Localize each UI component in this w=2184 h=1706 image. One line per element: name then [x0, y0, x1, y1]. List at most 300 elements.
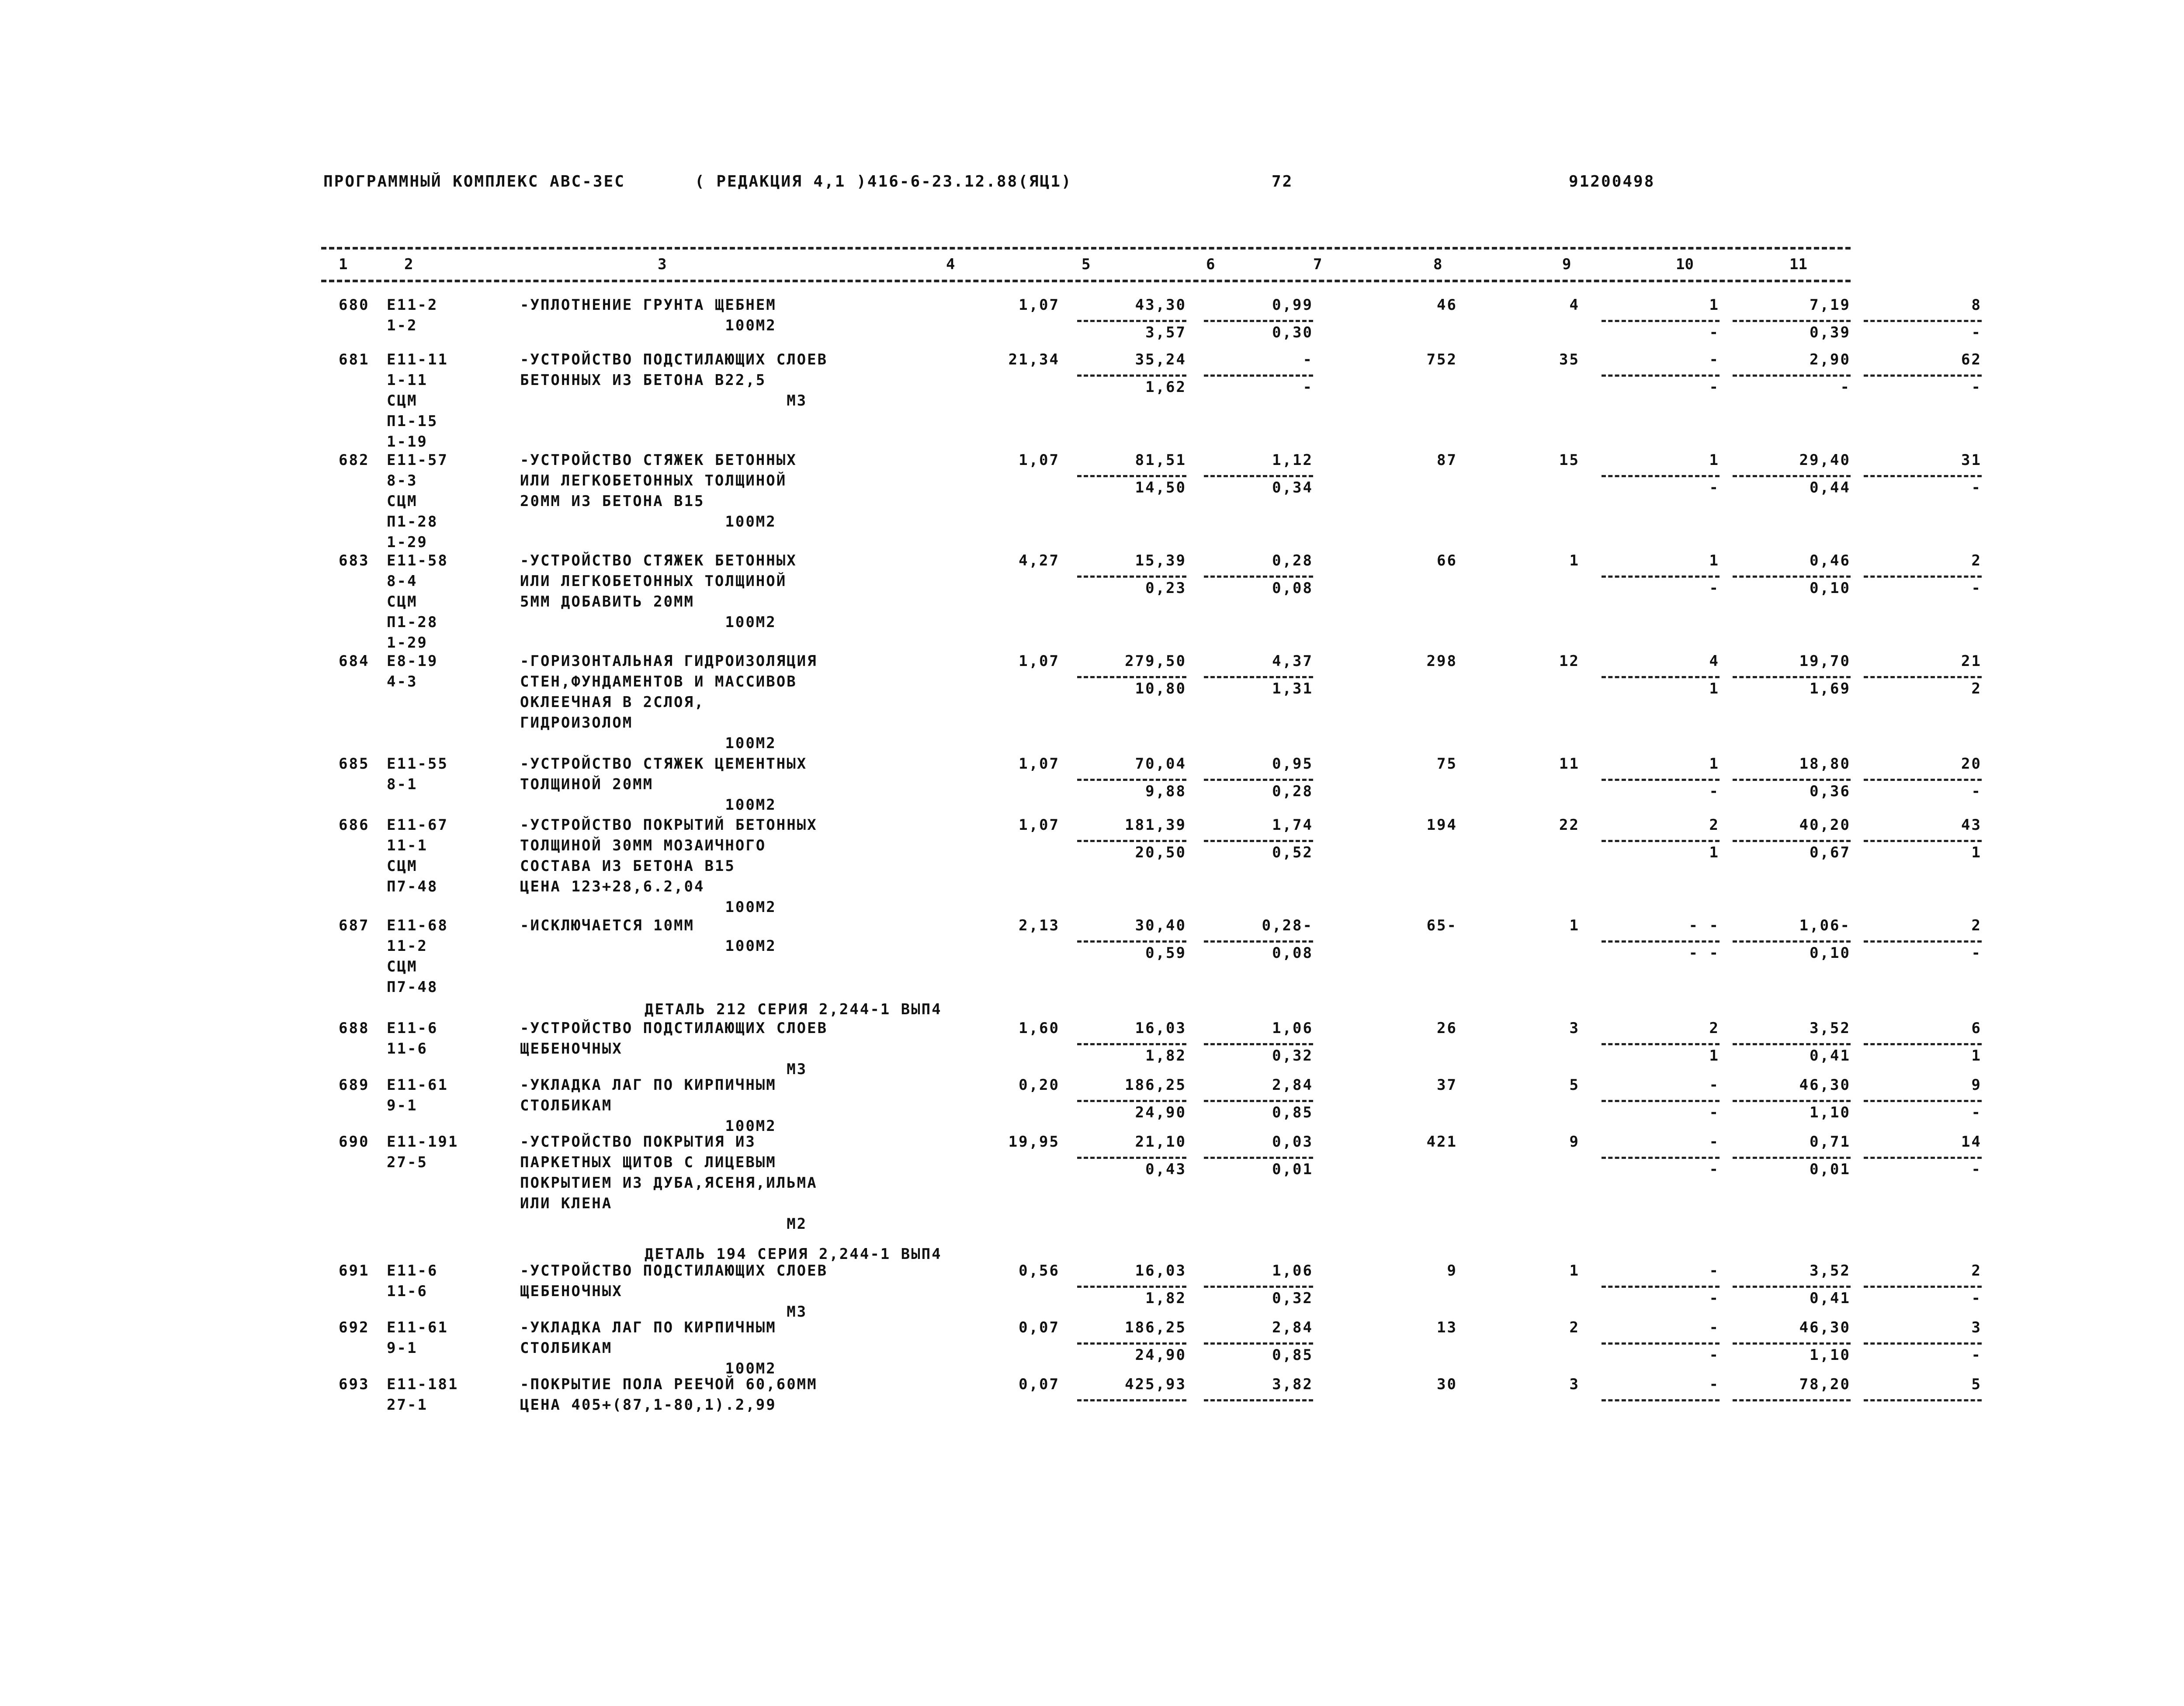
machine-cost-secondary: - -: [1688, 944, 1719, 962]
dashed-separator: [1864, 1043, 1982, 1045]
work-description: -УКЛАДКА ЛАГ ПО КИРПИЧНЫМ: [520, 1319, 777, 1336]
work-description: -УСТРОЙСТВО ПОКРЫТИЙ БЕТОННЫХ: [520, 816, 818, 834]
unit-cost: 30,40: [1135, 917, 1186, 934]
dashed-separator: [1602, 576, 1719, 578]
dashed-separator: [1204, 1043, 1313, 1045]
rate-code: Е11-2: [387, 296, 438, 314]
work-description: 100М2: [520, 513, 777, 531]
rate-code: СЦМ: [387, 958, 418, 975]
dashed-separator: [1733, 1043, 1851, 1045]
total-cost: 26: [1437, 1019, 1457, 1037]
rate-code: 11-2: [387, 937, 428, 955]
unit-cost-secondary: 24,90: [1135, 1104, 1186, 1122]
unit-wages: 0,95: [1272, 755, 1313, 773]
machine-cost: -: [1709, 1076, 1719, 1094]
dashed-separator: [1602, 779, 1719, 781]
total-hours: 2: [1971, 1262, 1982, 1280]
rate-code: Е11-6: [387, 1262, 438, 1280]
dashed-separator: [1204, 475, 1313, 477]
labor-cost: 12: [1559, 652, 1580, 670]
column-header: 9: [1562, 256, 1571, 273]
total-hours: 31: [1961, 451, 1982, 469]
program-title: ПРОГРАММНЫЙ КОМПЛЕКС АВС-3ЕС: [323, 173, 625, 191]
dashed-separator: [1733, 779, 1851, 781]
machine-cost: - -: [1688, 917, 1719, 934]
dashed-separator: [1204, 1157, 1313, 1159]
unit-wages: 0,28: [1272, 552, 1313, 569]
work-description: -ПОКРЫТИЕ ПОЛА РЕЕЧОЙ 60,60ММ: [520, 1376, 818, 1393]
work-description: 20ММ ИЗ БЕТОНА В15: [520, 492, 705, 510]
rate-code: 11-6: [387, 1040, 428, 1058]
work-description: ГИДРОИЗОЛОМ: [520, 714, 633, 732]
dashed-separator: [1864, 779, 1982, 781]
row-number: 687: [339, 917, 370, 934]
rate-code: СЦМ: [387, 593, 418, 610]
quantity: 1,07: [1019, 296, 1060, 314]
rate-code: Е11-67: [387, 816, 448, 834]
rate-code: П1-28: [387, 614, 438, 631]
machine-cost-secondary: -: [1709, 479, 1719, 497]
unit-wages: 2,84: [1272, 1076, 1313, 1094]
unit-wages-secondary: 0,08: [1272, 579, 1313, 597]
labor-hours-secondary: 0,36: [1810, 783, 1851, 801]
unit-wages-secondary: 0,85: [1272, 1346, 1313, 1364]
dashed-separator: [1204, 779, 1313, 781]
dashed-separator: [1733, 676, 1851, 678]
unit-cost-secondary: 1,82: [1145, 1047, 1186, 1065]
rate-code: 1-2: [387, 317, 418, 334]
total-hours-secondary: -: [1971, 579, 1982, 597]
work-description: М2: [520, 1215, 808, 1233]
labor-hours: 46,30: [1799, 1076, 1851, 1094]
quantity: 1,07: [1019, 755, 1060, 773]
dashed-separator: [1733, 940, 1851, 943]
quantity: 4,27: [1019, 552, 1060, 569]
total-hours-secondary: 1: [1971, 1047, 1982, 1065]
dashed-separator: [1733, 1399, 1851, 1401]
labor-cost: 9: [1569, 1133, 1580, 1151]
total-hours: 3: [1971, 1319, 1982, 1336]
work-description: ОКЛЕЕЧНАЯ В 2СЛОЯ,: [520, 693, 705, 711]
unit-wages-secondary: 0,85: [1272, 1104, 1313, 1122]
unit-cost-secondary: 0,43: [1145, 1161, 1186, 1179]
rate-code: П1-15: [387, 413, 438, 430]
work-description: -УСТРОЙСТВО ПОДСТИЛАЮЩИХ СЛОЕВ: [520, 1019, 828, 1037]
work-description: 100М2: [520, 796, 777, 814]
rate-code: Е11-181: [387, 1376, 459, 1393]
total-hours-secondary: -: [1971, 1290, 1982, 1307]
work-description: ТОЛЩИНОЙ 20ММ: [520, 776, 654, 793]
dashed-separator: [1602, 676, 1719, 678]
column-header: 7: [1313, 256, 1322, 273]
quantity: 1,60: [1019, 1019, 1060, 1037]
total-hours: 8: [1971, 296, 1982, 314]
unit-wages: 4,37: [1272, 652, 1313, 670]
dashed-separator: [1602, 475, 1719, 477]
rate-code: П1-28: [387, 513, 438, 531]
work-description: 100М2: [520, 898, 777, 916]
dashed-separator: [1864, 1157, 1982, 1159]
work-description: -УСТРОЙСТВО СТЯЖЕК БЕТОННЫХ: [520, 552, 797, 569]
dashed-separator: [1602, 1342, 1719, 1345]
dashed-separator: [1733, 475, 1851, 477]
labor-hours: 7,19: [1810, 296, 1851, 314]
unit-wages: 1,74: [1272, 816, 1313, 834]
machine-cost-secondary: -: [1709, 579, 1719, 597]
rate-code: Е8-19: [387, 652, 438, 670]
dashed-separator: [1077, 840, 1186, 842]
labor-hours: 2,90: [1810, 351, 1851, 368]
total-cost: 9: [1447, 1262, 1457, 1280]
labor-hours-secondary: 0,44: [1810, 479, 1851, 497]
work-description: 100М2: [520, 317, 777, 334]
total-cost: 87: [1437, 451, 1457, 469]
dashed-separator: [1204, 840, 1313, 842]
work-description: СТЕН,ФУНДАМЕНТОВ И МАССИВОВ: [520, 673, 797, 690]
machine-cost-secondary: -: [1709, 324, 1719, 342]
labor-cost: 5: [1569, 1076, 1580, 1094]
machine-cost: -: [1709, 351, 1719, 368]
dashed-separator: [1602, 1043, 1719, 1045]
labor-hours: 0,46: [1810, 552, 1851, 569]
unit-cost: 70,04: [1135, 755, 1186, 773]
column-header: 4: [946, 256, 955, 273]
unit-wages: 2,84: [1272, 1319, 1313, 1336]
work-description: ЩЕБЕНОЧНЫХ: [520, 1040, 623, 1058]
unit-cost: 279,50: [1125, 652, 1186, 670]
machine-cost: 4: [1709, 652, 1719, 670]
labor-cost: 3: [1569, 1376, 1580, 1393]
work-description: 100М2: [520, 1360, 777, 1377]
dashed-separator: [1077, 1342, 1186, 1345]
unit-wages-secondary: 0,30: [1272, 324, 1313, 342]
work-description: ИЛИ ЛЕГКОБЕТОННЫХ ТОЛЩИНОЙ: [520, 572, 787, 590]
dashed-separator: [1864, 374, 1982, 377]
machine-cost: 1: [1709, 552, 1719, 569]
unit-cost-secondary: 1,62: [1145, 378, 1186, 396]
unit-cost: 35,24: [1135, 351, 1186, 368]
unit-cost-secondary: 10,80: [1135, 680, 1186, 698]
dashed-separator: [1602, 1399, 1719, 1401]
unit-wages: 0,99: [1272, 296, 1313, 314]
column-header: 8: [1433, 256, 1442, 273]
rate-code: Е11-61: [387, 1076, 448, 1094]
rate-code: 8-4: [387, 572, 418, 590]
row-number: 689: [339, 1076, 370, 1094]
unit-wages: 1,06: [1272, 1262, 1313, 1280]
rate-code: 27-5: [387, 1154, 428, 1171]
labor-hours-secondary: -: [1840, 378, 1851, 396]
unit-cost: 16,03: [1135, 1262, 1186, 1280]
labor-hours-secondary: 0,01: [1810, 1161, 1851, 1179]
dashed-separator: [1864, 475, 1982, 477]
total-cost: 46: [1437, 296, 1457, 314]
quantity: 0,07: [1019, 1319, 1060, 1336]
unit-cost: 186,25: [1125, 1319, 1186, 1336]
work-description: СТОЛБИКАМ: [520, 1097, 613, 1114]
work-description: 100М2: [520, 937, 777, 955]
column-header: 11: [1789, 256, 1807, 273]
rate-code: Е11-191: [387, 1133, 459, 1151]
work-description: М3: [520, 392, 808, 409]
rate-code: 9-1: [387, 1097, 418, 1114]
quantity: 21,34: [1008, 351, 1060, 368]
work-description: -УСТРОЙСТВО ПОДСТИЛАЮЩИХ СЛОЕВ: [520, 351, 828, 368]
column-header: 1: [339, 256, 348, 273]
unit-cost: 81,51: [1135, 451, 1186, 469]
row-number: 684: [339, 652, 370, 670]
column-header: 10: [1676, 256, 1694, 273]
labor-hours: 40,20: [1799, 816, 1851, 834]
unit-wages-secondary: 0,34: [1272, 479, 1313, 497]
dashed-separator: [1077, 1043, 1186, 1045]
dashed-separator: [1602, 374, 1719, 377]
unit-cost-secondary: 14,50: [1135, 479, 1186, 497]
document-code: 91200498: [1569, 173, 1655, 191]
labor-cost: 2: [1569, 1319, 1580, 1336]
labor-hours-secondary: 1,10: [1810, 1346, 1851, 1364]
dashed-separator: [1204, 940, 1313, 943]
detail-section-heading: ДЕТАЛЬ 212 СЕРИЯ 2,244-1 ВЫП4: [645, 1001, 942, 1018]
machine-cost-secondary: -: [1709, 1346, 1719, 1364]
unit-wages: 1,06: [1272, 1019, 1313, 1037]
labor-hours: 29,40: [1799, 451, 1851, 469]
dashed-separator: [1077, 576, 1186, 578]
dashed-separator: [1602, 940, 1719, 943]
total-hours-secondary: -: [1971, 324, 1982, 342]
unit-wages-secondary: 0,52: [1272, 844, 1313, 862]
dashed-separator: [1077, 940, 1186, 943]
unit-wages-secondary: 0,28: [1272, 783, 1313, 801]
total-hours-secondary: 1: [1971, 844, 1982, 862]
work-description: М3: [520, 1303, 808, 1321]
row-number: 686: [339, 816, 370, 834]
labor-cost: 1: [1569, 917, 1580, 934]
labor-hours-secondary: 0,67: [1810, 844, 1851, 862]
dashed-separator: [1204, 1399, 1313, 1401]
labor-cost: 15: [1559, 451, 1580, 469]
dashed-separator: [1864, 940, 1982, 943]
work-description: -ГОРИЗОНТАЛЬНАЯ ГИДРОИЗОЛЯЦИЯ: [520, 652, 818, 670]
rate-code: 1-11: [387, 371, 428, 389]
unit-cost: 186,25: [1125, 1076, 1186, 1094]
column-header: 6: [1206, 256, 1215, 273]
dashed-separator: [1077, 1100, 1186, 1102]
unit-cost-secondary: 20,50: [1135, 844, 1186, 862]
work-description: БЕТОННЫХ ИЗ БЕТОНА В22,5: [520, 371, 766, 389]
total-cost: 752: [1426, 351, 1457, 368]
dashed-separator: [1204, 676, 1313, 678]
labor-hours: 19,70: [1799, 652, 1851, 670]
labor-hours-secondary: 1,10: [1810, 1104, 1851, 1122]
rate-code: 11-1: [387, 837, 428, 854]
total-hours-secondary: 2: [1971, 680, 1982, 698]
dashed-separator: [1602, 840, 1719, 842]
total-hours: 21: [1961, 652, 1982, 670]
dashed-separator: [1077, 779, 1186, 781]
total-cost: 30: [1437, 1376, 1457, 1393]
page-number: 72: [1272, 173, 1293, 191]
rate-code: Е11-58: [387, 552, 448, 569]
work-description: СТОЛБИКАМ: [520, 1339, 613, 1357]
quantity: 19,95: [1008, 1133, 1060, 1151]
total-hours-secondary: -: [1971, 944, 1982, 962]
rate-code: П7-48: [387, 978, 438, 996]
unit-wages: 1,12: [1272, 451, 1313, 469]
labor-hours-secondary: 0,41: [1810, 1290, 1851, 1307]
total-hours-secondary: -: [1971, 479, 1982, 497]
rate-code: СЦМ: [387, 857, 418, 875]
total-cost: 421: [1426, 1133, 1457, 1151]
row-number: 685: [339, 755, 370, 773]
unit-wages: 0,28-: [1262, 917, 1313, 934]
rate-code: 11-6: [387, 1283, 428, 1300]
work-description: -УКЛАДКА ЛАГ ПО КИРПИЧНЫМ: [520, 1076, 777, 1094]
labor-cost: 22: [1559, 816, 1580, 834]
dashed-separator: [1864, 1342, 1982, 1345]
labor-cost: 4: [1569, 296, 1580, 314]
total-hours: 5: [1971, 1376, 1982, 1393]
dashed-separator: [1733, 320, 1851, 322]
dashed-separator: [1204, 320, 1313, 322]
unit-wages: 3,82: [1272, 1376, 1313, 1393]
labor-hours: 18,80: [1799, 755, 1851, 773]
dashed-separator: [1077, 475, 1186, 477]
column-header: 3: [658, 256, 667, 273]
work-description: М3: [520, 1061, 808, 1078]
rate-code: 27-1: [387, 1396, 428, 1414]
machine-cost: 1: [1709, 755, 1719, 773]
dashed-separator: [1733, 1157, 1851, 1159]
unit-wages: -: [1303, 351, 1313, 368]
quantity: 1,07: [1019, 451, 1060, 469]
labor-cost: 1: [1569, 1262, 1580, 1280]
total-cost: 13: [1437, 1319, 1457, 1336]
labor-hours-secondary: 0,10: [1810, 579, 1851, 597]
dashed-separator: [1077, 1286, 1186, 1288]
machine-cost: 2: [1709, 816, 1719, 834]
dashed-separator: [1204, 1286, 1313, 1288]
row-number: 682: [339, 451, 370, 469]
machine-cost-secondary: 1: [1709, 680, 1719, 698]
rate-code: Е11-6: [387, 1019, 438, 1037]
row-number: 693: [339, 1376, 370, 1393]
header-bottom-rule: [321, 280, 1851, 282]
unit-cost: 21,10: [1135, 1133, 1186, 1151]
dashed-separator: [1077, 320, 1186, 322]
labor-hours: 3,52: [1810, 1262, 1851, 1280]
labor-cost: 3: [1569, 1019, 1580, 1037]
row-number: 683: [339, 552, 370, 569]
dashed-separator: [1204, 374, 1313, 377]
machine-cost-secondary: -: [1709, 378, 1719, 396]
quantity: 0,56: [1019, 1262, 1060, 1280]
machine-cost: 2: [1709, 1019, 1719, 1037]
dashed-separator: [1602, 320, 1719, 322]
labor-hours-secondary: 0,41: [1810, 1047, 1851, 1065]
edition-label: ( РЕДАКЦИЯ 4,1 )416-6-23.12.88(ЯЦ1): [695, 173, 1072, 191]
work-description: ИЛИ КЛЕНА: [520, 1195, 613, 1212]
total-hours: 20: [1961, 755, 1982, 773]
machine-cost: -: [1709, 1133, 1719, 1151]
dashed-separator: [1077, 1157, 1186, 1159]
unit-cost: 43,30: [1135, 296, 1186, 314]
total-hours: 2: [1971, 552, 1982, 569]
dashed-separator: [1733, 576, 1851, 578]
labor-hours-secondary: 1,69: [1810, 680, 1851, 698]
labor-hours: 3,52: [1810, 1019, 1851, 1037]
work-description: -УСТРОЙСТВО СТЯЖЕК БЕТОННЫХ: [520, 451, 797, 469]
rate-code: 1-29: [387, 534, 428, 551]
column-header-row: [321, 256, 1851, 277]
dashed-separator: [1204, 1100, 1313, 1102]
unit-cost: 16,03: [1135, 1019, 1186, 1037]
labor-cost: 11: [1559, 755, 1580, 773]
quantity: 1,07: [1019, 816, 1060, 834]
work-description: ТОЛЩИНОЙ 30ММ МОЗАИЧНОГО: [520, 837, 766, 854]
row-number: 690: [339, 1133, 370, 1151]
total-hours: 9: [1971, 1076, 1982, 1094]
machine-cost-secondary: 1: [1709, 1047, 1719, 1065]
labor-hours: 78,20: [1799, 1376, 1851, 1393]
dashed-separator: [1077, 1399, 1186, 1401]
dashed-separator: [1733, 840, 1851, 842]
labor-hours: 1,06-: [1799, 917, 1851, 934]
total-cost: 194: [1426, 816, 1457, 834]
rate-code: Е11-11: [387, 351, 448, 368]
total-cost: 37: [1437, 1076, 1457, 1094]
total-hours: 2: [1971, 917, 1982, 934]
quantity: 2,13: [1019, 917, 1060, 934]
dashed-separator: [1864, 576, 1982, 578]
dashed-separator: [1204, 576, 1313, 578]
row-number: 688: [339, 1019, 370, 1037]
work-description: ПОКРЫТИЕМ ИЗ ДУБА,ЯСЕНЯ,ИЛЬМА: [520, 1174, 818, 1192]
labor-hours-secondary: 0,39: [1810, 324, 1851, 342]
labor-hours: 46,30: [1799, 1319, 1851, 1336]
machine-cost-secondary: -: [1709, 1161, 1719, 1179]
labor-cost: 35: [1559, 351, 1580, 368]
top-rule: [321, 247, 1851, 250]
unit-wages-secondary: 0,08: [1272, 944, 1313, 962]
unit-wages-secondary: 0,32: [1272, 1290, 1313, 1307]
work-description: СОСТАВА ИЗ БЕТОНА В15: [520, 857, 735, 875]
row-number: 681: [339, 351, 370, 368]
dashed-separator: [1077, 374, 1186, 377]
detail-section-heading: ДЕТАЛЬ 194 СЕРИЯ 2,244-1 ВЫП4: [645, 1245, 942, 1263]
dashed-separator: [1602, 1100, 1719, 1102]
dashed-separator: [1864, 840, 1982, 842]
work-description: -УСТРОЙСТВО СТЯЖЕК ЦЕМЕНТНЫХ: [520, 755, 808, 773]
rate-code: Е11-57: [387, 451, 448, 469]
rate-code: 1-19: [387, 433, 428, 451]
machine-cost: -: [1709, 1376, 1719, 1393]
row-number: 692: [339, 1319, 370, 1336]
column-header: 2: [404, 256, 413, 273]
unit-cost: 425,93: [1125, 1376, 1186, 1393]
column-header: 5: [1082, 256, 1091, 273]
rate-code: 9-1: [387, 1339, 418, 1357]
unit-cost-secondary: 1,82: [1145, 1290, 1186, 1307]
dashed-separator: [1733, 1342, 1851, 1345]
machine-cost-secondary: -: [1709, 783, 1719, 801]
quantity: 1,07: [1019, 652, 1060, 670]
unit-cost-secondary: 0,59: [1145, 944, 1186, 962]
labor-cost: 1: [1569, 552, 1580, 569]
unit-cost-secondary: 0,23: [1145, 579, 1186, 597]
rate-code: Е11-55: [387, 755, 448, 773]
labor-hours-secondary: 0,10: [1810, 944, 1851, 962]
